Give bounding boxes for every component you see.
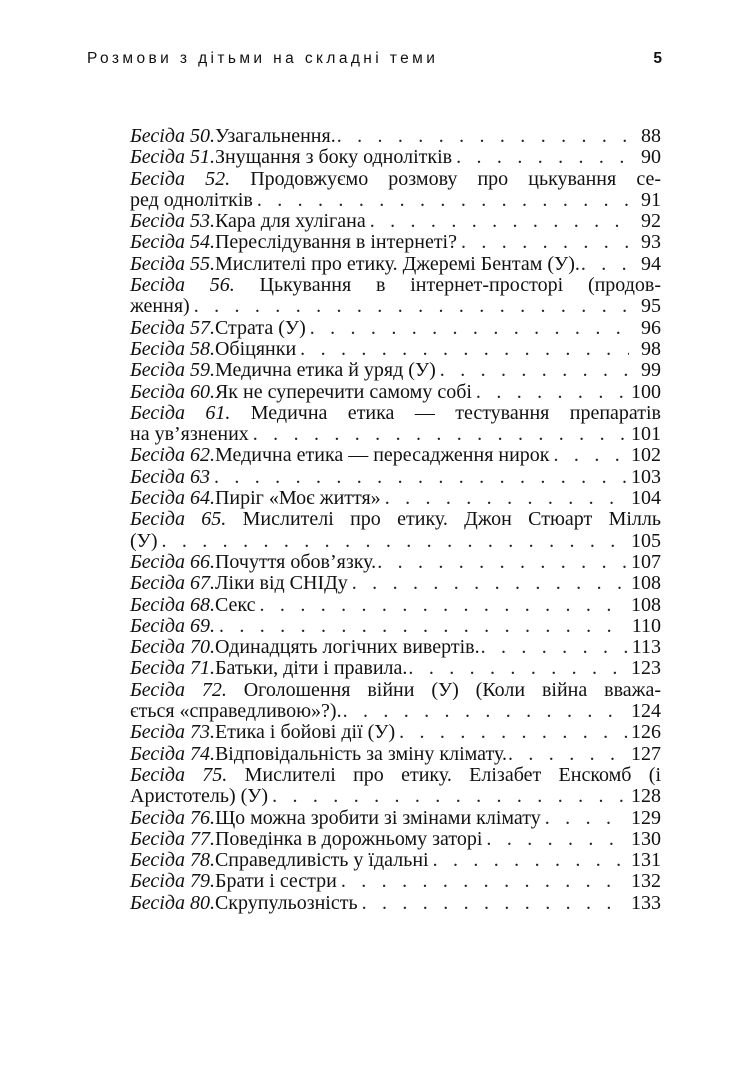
toc-entry-page: 95 xyxy=(641,295,661,318)
toc-entry-page: 94 xyxy=(641,252,661,275)
toc-entry-title: Брати і сестри xyxy=(214,870,337,893)
toc-entry[interactable] xyxy=(130,573,661,594)
toc-entry-label: Бесіда 51. xyxy=(130,146,215,169)
dot-leader xyxy=(341,871,627,892)
table-of-contents xyxy=(130,126,661,914)
toc-entry-title: Як не суперечити самому собі xyxy=(214,380,472,403)
toc-entry-line xyxy=(130,488,661,509)
toc-entry-line xyxy=(130,850,661,871)
toc-entry-title: (У) xyxy=(130,529,158,552)
dot-leader xyxy=(260,595,627,616)
dot-leader xyxy=(476,382,627,403)
toc-entry-line xyxy=(130,808,661,829)
dot-leader xyxy=(408,658,627,679)
toc-entry[interactable] xyxy=(130,680,661,723)
toc-entry-title: Медична етика — пересадження нирок xyxy=(214,444,550,467)
toc-entry-page: 110 xyxy=(631,614,661,637)
toc-entry[interactable] xyxy=(130,318,661,339)
toc-entry-title: Почуття обов’язку. xyxy=(214,550,377,573)
toc-entry-title: ред однолітків xyxy=(130,188,253,211)
toc-entry-label: Бесіда 53. xyxy=(130,210,215,233)
toc-entry-title: Батьки, діти і правила. xyxy=(214,657,408,680)
toc-entry[interactable] xyxy=(130,509,661,552)
toc-entry-page: 132 xyxy=(631,870,661,893)
dot-leader xyxy=(461,232,629,253)
toc-entry[interactable] xyxy=(130,722,661,743)
dot-leader xyxy=(486,829,627,850)
toc-entry[interactable] xyxy=(130,169,661,212)
toc-entry-title: Страта (У) xyxy=(214,316,306,339)
dot-leader xyxy=(581,254,629,275)
running-header xyxy=(75,50,665,72)
toc-entry-page: 113 xyxy=(631,636,661,659)
toc-entry-page: 102 xyxy=(631,444,661,467)
toc-entry-line xyxy=(130,296,661,317)
toc-entry-label: Бесіда 76. xyxy=(130,806,215,829)
dot-leader xyxy=(545,808,627,829)
toc-entry-line xyxy=(130,701,661,722)
toc-entry[interactable] xyxy=(130,850,661,871)
toc-entry-line xyxy=(130,254,661,275)
dot-leader xyxy=(300,339,629,360)
toc-entry-label: Бесіда 63 xyxy=(130,465,210,488)
toc-entry-label: Бесіда 62. xyxy=(130,444,215,467)
toc-entry[interactable] xyxy=(130,616,661,637)
toc-entry-page: 100 xyxy=(631,380,661,403)
toc-entry-title: Справедливість у їдальні xyxy=(214,849,429,872)
toc-entry-line xyxy=(130,360,661,381)
toc-entry-page: 126 xyxy=(631,721,661,744)
toc-entry-label: Бесіда 80. xyxy=(130,891,215,914)
dot-leader xyxy=(337,126,629,147)
toc-entry-title: Поведінка в дорожньому заторі xyxy=(214,827,483,850)
toc-entry[interactable] xyxy=(130,552,661,573)
dot-leader xyxy=(343,701,627,722)
toc-entry-label: Бесіда 78. xyxy=(130,849,215,872)
dot-leader xyxy=(399,722,627,743)
toc-entry[interactable] xyxy=(130,765,661,808)
dot-leader xyxy=(554,445,627,466)
toc-entry-line xyxy=(130,637,661,658)
toc-entry-page: 88 xyxy=(641,125,661,147)
toc-entry-line xyxy=(130,190,661,211)
toc-entry-line xyxy=(130,616,661,637)
toc-entry-page: 133 xyxy=(631,891,661,914)
toc-entry-label: Бесіда 71. xyxy=(130,657,215,680)
toc-entry-title: Мислителі про етику. Джеремі Бентам (У). xyxy=(214,252,580,275)
toc-entry-page: 103 xyxy=(631,465,661,488)
toc-entry-label: Бесіда 77. xyxy=(130,827,215,850)
toc-entry-label: Бесіда 66. xyxy=(130,550,215,573)
toc-entry-line xyxy=(130,211,661,232)
toc-entry-label: Бесіда 56. xyxy=(130,274,235,297)
toc-entry-label: Бесіда 74. xyxy=(130,742,215,765)
toc-entry-page: 108 xyxy=(631,593,661,616)
toc-entry[interactable] xyxy=(130,275,661,318)
toc-entry-page: 131 xyxy=(631,849,661,872)
toc-entry[interactable] xyxy=(130,147,661,168)
toc-entry-page: 91 xyxy=(641,188,661,211)
toc-entry-page: 123 xyxy=(631,657,661,680)
toc-entry[interactable] xyxy=(130,744,661,765)
toc-entry-page: 130 xyxy=(631,827,661,850)
toc-entry[interactable] xyxy=(130,445,661,466)
toc-entry-page: 93 xyxy=(641,231,661,254)
toc-entry[interactable] xyxy=(130,658,661,679)
toc-entry-page: 104 xyxy=(631,487,661,510)
toc-entry[interactable] xyxy=(130,595,661,616)
toc-entry[interactable] xyxy=(130,360,661,381)
toc-entry-line xyxy=(130,573,661,594)
toc-entry-line xyxy=(130,744,661,765)
toc-entry-title: Мислителі про етику. Елізабет Енскомб (і xyxy=(244,763,662,786)
toc-entry[interactable] xyxy=(130,254,661,275)
page-number: 5 xyxy=(653,50,662,67)
toc-entry-line xyxy=(130,467,661,488)
toc-entry-title: Переслідування в інтернеті? xyxy=(214,231,457,254)
toc-entry-page: 90 xyxy=(641,146,661,169)
dot-leader xyxy=(370,211,629,232)
dot-leader xyxy=(253,424,627,445)
dot-leader xyxy=(194,296,629,317)
toc-entry-title: ється «справедливою»?). xyxy=(130,700,342,723)
toc-entry[interactable] xyxy=(130,211,661,232)
toc-entry-title: Оголошення війни (У) (Коли війна вважа- xyxy=(243,678,661,701)
toc-entry[interactable] xyxy=(130,126,661,147)
toc-entry-title: Цькування в інтернет-просторі (продов- xyxy=(259,274,662,297)
dot-leader xyxy=(481,637,628,658)
running-title: Розмови з дітьми на складні теми xyxy=(87,50,439,67)
toc-entry-title: Скрупульозність xyxy=(214,891,358,914)
toc-entry[interactable] xyxy=(130,488,661,509)
dot-leader xyxy=(433,850,627,871)
toc-entry-page: 128 xyxy=(631,785,661,808)
dot-leader xyxy=(214,467,627,488)
toc-entry-title: Аристотель) (У) xyxy=(130,785,269,808)
toc-entry[interactable] xyxy=(130,871,661,892)
toc-entry[interactable] xyxy=(130,403,661,446)
toc-entry-line xyxy=(130,445,661,466)
toc-entry-title: Узагальнення. xyxy=(214,125,336,147)
toc-entry-title: Мислителі про етику. Джон Стюарт Мілль xyxy=(242,508,662,531)
toc-entry-title: Знущання з боку однолітків xyxy=(214,146,453,169)
toc-entry-page: 96 xyxy=(641,316,661,339)
toc-entry-label: Бесіда 79. xyxy=(130,870,215,893)
toc-entry[interactable] xyxy=(130,829,661,850)
toc-entry-page: 107 xyxy=(631,550,661,573)
toc-entry-label: Бесіда 72. xyxy=(130,678,227,701)
toc-entry-label: Бесіда 65. xyxy=(130,508,227,531)
toc-entry-title: Одинадцять логічних вивертів. xyxy=(214,636,480,659)
toc-entry-line xyxy=(130,829,661,850)
toc-entry-label: Бесіда 60. xyxy=(130,380,215,403)
toc-entry-line xyxy=(130,318,661,339)
toc-entry-title: Продовжуємо розмову про цькування се- xyxy=(250,167,661,190)
toc-entry-label: Бесіда 75. xyxy=(130,763,228,786)
toc-entry[interactable] xyxy=(130,467,661,488)
toc-entry-title: Медична етика — тестування препаратів xyxy=(250,401,662,424)
dot-leader xyxy=(272,786,627,807)
toc-entry[interactable] xyxy=(130,232,661,253)
toc-entry-line xyxy=(130,595,661,616)
toc-entry-line xyxy=(130,765,661,786)
toc-entry-label: Бесіда 59. xyxy=(130,359,215,382)
toc-entry-line xyxy=(130,893,661,914)
toc-entry-page: 127 xyxy=(631,742,661,765)
toc-entry-line xyxy=(130,786,661,807)
toc-entry-title: Кара для хулігана xyxy=(214,210,366,233)
toc-entry-label: Бесіда 68. xyxy=(130,593,215,616)
dot-leader xyxy=(508,744,627,765)
toc-entry-line xyxy=(130,126,661,147)
dot-leader xyxy=(456,147,629,168)
toc-entry-page: 99 xyxy=(641,359,661,382)
dot-leader xyxy=(219,616,628,637)
toc-entry[interactable] xyxy=(130,893,661,914)
toc-entry-page: 108 xyxy=(631,572,661,595)
toc-entry-title: Що можна зробити зі змінами клімату xyxy=(214,806,541,829)
toc-entry-line xyxy=(130,232,661,253)
toc-entry-line xyxy=(130,658,661,679)
toc-entry-line xyxy=(130,382,661,403)
toc-entry-page: 129 xyxy=(631,806,661,829)
dot-leader xyxy=(440,360,629,381)
toc-entry-title: на ув’язнених xyxy=(130,423,249,446)
toc-entry-title: Медична етика й уряд (У) xyxy=(214,359,436,382)
toc-entry-page: 98 xyxy=(641,337,661,360)
toc-entry-line xyxy=(130,871,661,892)
dot-leader xyxy=(257,190,629,211)
toc-entry[interactable] xyxy=(130,808,661,829)
toc-entry-label: Бесіда 55. xyxy=(130,252,215,275)
toc-entry-label: Бесіда 58. xyxy=(130,337,215,360)
toc-entry-line xyxy=(130,680,661,701)
toc-entry-title: Пиріг «Моє життя» xyxy=(214,487,381,510)
toc-entry-title: Секс xyxy=(214,593,256,616)
toc-entry[interactable] xyxy=(130,382,661,403)
toc-entry-page: 105 xyxy=(631,529,661,552)
toc-entry-line xyxy=(130,424,661,445)
toc-entry-label: Бесіда 73. xyxy=(130,721,215,744)
toc-entry-line xyxy=(130,509,661,530)
toc-entry-title: Обіцянки xyxy=(214,337,297,360)
toc-entry-title: ження) xyxy=(130,295,190,318)
dot-leader xyxy=(385,488,627,509)
toc-entry-line xyxy=(130,403,661,424)
dot-leader xyxy=(161,531,627,552)
toc-entry[interactable] xyxy=(130,339,661,360)
dot-leader xyxy=(310,318,629,339)
toc-entry-label: Бесіда 67. xyxy=(130,572,215,595)
toc-entry-page: 92 xyxy=(641,210,661,233)
toc-entry-line xyxy=(130,552,661,573)
toc-entry-line xyxy=(130,339,661,360)
toc-entry-label: Бесіда 57. xyxy=(130,316,215,339)
toc-entry-label: Бесіда 54. xyxy=(130,231,215,254)
toc-entry-line xyxy=(130,275,661,296)
toc-entry-title: Етика і бойові дії (У) xyxy=(214,721,396,744)
toc-entry-label: Бесіда 70. xyxy=(130,636,215,659)
toc-entry-line xyxy=(130,722,661,743)
toc-entry-label: Бесіда 64. xyxy=(130,487,215,510)
toc-entry-line xyxy=(130,531,661,552)
toc-entry-page: 124 xyxy=(631,700,661,723)
dot-leader xyxy=(362,893,627,914)
toc-entry-line xyxy=(130,169,661,190)
toc-entry-line xyxy=(130,147,661,168)
dot-leader xyxy=(352,573,627,594)
toc-entry[interactable] xyxy=(130,637,661,658)
toc-entry-label: Бесіда 50. xyxy=(130,125,215,147)
dot-leader xyxy=(377,552,627,573)
toc-entry-page: 101 xyxy=(631,423,661,446)
toc-entry-label: Бесіда 61. xyxy=(130,401,231,424)
toc-entry-title: Ліки від СНІДу xyxy=(214,572,348,595)
toc-entry-label: Бесіда 52. xyxy=(130,167,231,190)
toc-entry-label: Бесіда 69. xyxy=(130,614,215,637)
toc-entry-title: Відповідальність за зміну клімату. xyxy=(214,742,507,765)
